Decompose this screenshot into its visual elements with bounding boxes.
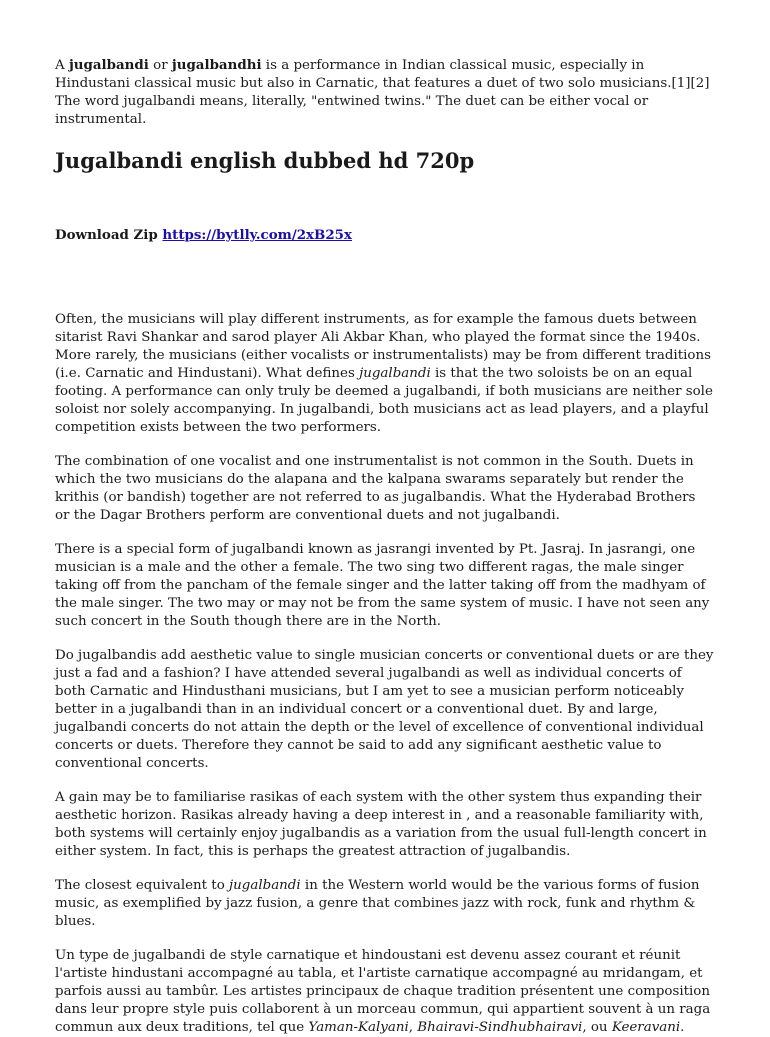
emphasis-jugalbandi: jugalbandi [359, 366, 431, 381]
paragraph-musicians [55, 311, 714, 437]
intro-term-jugalbandi: jugalbandi [68, 57, 149, 73]
paragraph-text: is that the two soloists be on an equal footing. A performance can only truly be deemed a jugalbandi, if both musicians are neither sole soloist nor solely accompanying. In jugalbandi, both musicians act as lead players, and a playful competition exists between the two performers. [55, 366, 713, 435]
intro-paragraph [55, 56, 714, 129]
article-body [55, 311, 714, 1037]
paragraph-jasrangi: There is a special form of jugalbandi known as jasrangi invented by Pt. Jasraj. In jasrangi, one musician is a male and the other a female. The two sing two different ragas, the male singer taking off from the pancham of the female singer and the latter taking off from the madhyam of the male singer. The two may or may not be from the same system of music. I have not seen any such concert in the South though there are in the North. [55, 542, 710, 629]
paragraph-text: in the Western world would be the various forms of fusion music, as exemplified by jazz fusion, a genre that combines jazz with rock, funk and rhythm & blues. [55, 878, 700, 929]
intro-term-jugalbandhi: jugalbandhi [171, 57, 262, 73]
intro-text-or: or [148, 58, 172, 73]
download-label: Download Zip [55, 227, 163, 243]
paragraph-text: . [680, 1020, 685, 1035]
paragraph-text: Often, the musicians will play different instruments, as for example the famous duets between sitarist Ravi Shankar and sarod player Ali Akbar Khan, who played the format since the 1940s. More rarely, the musicians (either vocalists or instrumentalists) may be from different traditions (i.e. Carnatic and Hindustani). What defines [55, 312, 711, 381]
emphasis-raga: Yaman-Kalyani [308, 1020, 409, 1035]
paragraph-text: , [408, 1020, 418, 1035]
paragraph-gain: A gain may be to familiarise rasikas of each system with the other system thus expanding their aesthetic horizon. Rasikas already having a deep interest in , and a reasonable familiarity with, both systems will certainly enjoy jugalbandis as a variation from the usual full-length concert in either system. In fact, this is perhaps the greatest attraction of jugalbandis. [55, 790, 707, 859]
paragraph-text: , ou [582, 1020, 612, 1035]
download-line [55, 226, 714, 245]
emphasis-raga: Keeravani [611, 1020, 681, 1035]
paragraph-aesthetic-value: Do jugalbandis add aesthetic value to single musician concerts or conventional duets or are they just a fad and a fashion? I have attended several jugalbandi as well as individual concerts of both Carnatic and Hindusthani musicians, but I am yet to see a musician perform noticeably better in a jugalbandi than in an individual concert or a conventional duet. By and large, jugalbandi concerts do not attain the depth or the level of excellence of conventional individual concerts or duets. Therefore they cannot be said to add any significant aesthetic value to conventional concerts. [55, 648, 714, 771]
intro-text-rest: is a performance in Indian classical music, especially in Hindustani classical music but also in Carnatic, that features a duet of two solo musicians.[1][2] The word jugalbandi means, literally, "entwined twins." The duet can be either vocal or instrumental. [55, 58, 710, 127]
intro-text-a: A [55, 58, 69, 73]
download-link[interactable]: https://bytlly.com/2xB25x [162, 227, 352, 243]
paragraph-text: The closest equivalent to [55, 878, 230, 893]
emphasis-raga: Bhairavi-Sindhubhairavi [417, 1020, 583, 1035]
page-title: Jugalbandi english dubbed hd 720p [55, 148, 475, 173]
paragraph-western-equivalent [55, 877, 714, 931]
paragraph-text: Un type de jugalbandi de style carnatique et hindoustani est devenu assez courant et réunit l'artiste hindustani accompagné au tabla, et l'artiste carnatique accompagné au mridangam, et parfois aussi au tambûr. Les artistes principaux de chaque tradition présentent une composition dans leur propre style puis collaborent à un morceau commun, qui appartient souvent à un raga commun aux deux traditions, tel que [55, 948, 711, 1035]
emphasis-jugalbandi: jugalbandi [229, 878, 301, 893]
paragraph-combination: The combination of one vocalist and one instrumentalist is not common in the South. Duets in which the two musicians do the alapana and the kalpana swarams separately but render the krithis (or bandish) together are not referred to as jugalbandis. What the Hyderabad Brothers or the Dagar Brothers perform are conventional duets and not jugalbandi. [55, 454, 696, 523]
